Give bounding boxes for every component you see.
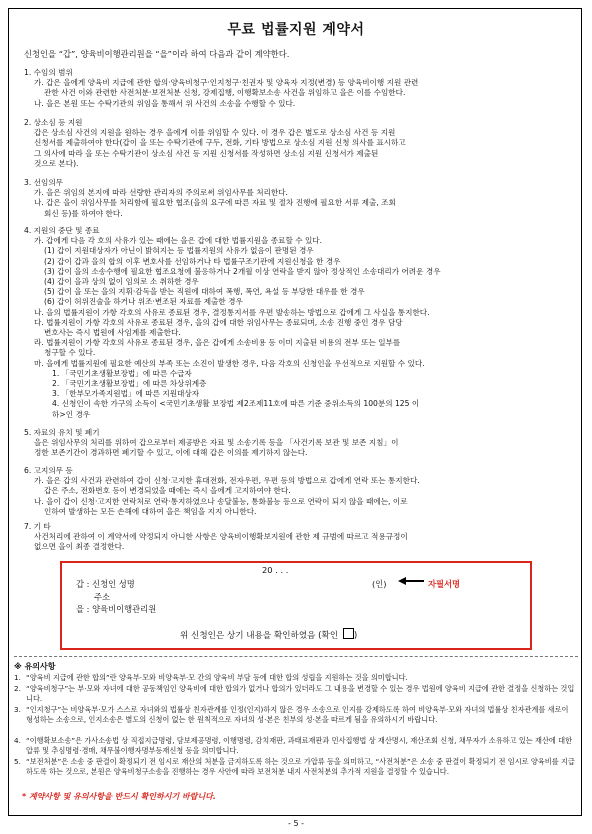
section-heading: 4. 지원의 중단 및 종료 — [24, 226, 100, 235]
note-item — [14, 684, 576, 703]
note-number: 3. — [14, 705, 21, 714]
list-item: 1. 「국민기초생활보장법」에 따른 수급자 — [52, 368, 192, 378]
note-number: 2. — [14, 684, 21, 693]
section-other — [24, 522, 572, 553]
agency-label: 을 : 양육비이행관리원 — [76, 604, 157, 614]
clause: 라. 법률지원이 가항 각호의 사유로 종료된 경우, 을은 갑에게 소송비용 등 이미 지출된 비용의 전부 또는 일부를 — [34, 338, 401, 348]
page-number: - 5 - — [288, 819, 304, 828]
signature-note: 자필서명 — [428, 579, 461, 589]
confirm-statement — [180, 628, 357, 641]
clause: 사건처리에 관하여 이 계약서에 약정되지 아니한 사항은 양육비이행확보지원에 관한 제 규범에 따르고 적용규정이 — [34, 532, 408, 542]
list-item: 하>인 경우 — [52, 409, 91, 419]
clause: 것으로 본다). — [34, 158, 79, 168]
section-heading: 3. 선임의무 — [24, 178, 64, 187]
section-heading: 2. 상소심 등 지원 — [24, 118, 83, 127]
clause: 나. 을의 법률지원이 가항 각호의 사유로 종료된 경우, 결정통지서를 우편 발송하는 방법으로 갑에게 그 사실을 통지한다. — [34, 307, 430, 317]
note-number: 4. — [14, 736, 21, 745]
note-item — [14, 757, 576, 776]
section-records — [24, 428, 572, 459]
clause: 다. 법률지원이 가항 각호의 사유로 종료된 경우, 을의 갑에 대한 위임사무는 종료되며, 소송 진행 중인 경우 담당 — [34, 317, 403, 327]
section-scope — [24, 68, 572, 109]
list-item: (3) 갑이 을의 소송수행에 필요한 협조요청에 불응하거나 2개월 이상 연락을 받지 않아 정상적인 소송대리가 어려운 경우 — [44, 266, 441, 276]
section-duty — [24, 178, 572, 219]
clause: 정한 보존기간이 경과하면 폐기할 수 있고, 이에 대해 갑은 이의를 제기하지 않는다. — [34, 448, 308, 458]
list-item: (5) 갑이 을 또는 을의 지휘·감독을 받는 직원에 대하여 폭행, 폭언, 욕설 등 부당한 대우를 한 경우 — [44, 287, 365, 297]
list-item: (1) 갑이 지원대상자가 아닌이 밝혀지는 등 법률지원의 사유가 없음이 판명된 경우 — [44, 246, 314, 256]
note-item — [14, 736, 576, 755]
arrow-left-icon — [398, 577, 424, 585]
note-text: “이행확보소송”은 가사소송법 상 직접지급명령, 담보제공명령, 이행명령, 감치재판, 과태료재판과 민사집행법 상 재산명시, 재산조회 신청, 채무자가 소유하고 있는 재산에 대한 압류 및 추심명령·경매, 채무불이행자명부등재신청 등을 의미합니다. — [26, 736, 573, 755]
section-heading: 6. 고지의무 등 — [24, 466, 73, 475]
clause: 갑은 상소심 사건의 지원을 원하는 경우 을에게 이를 위임할 수 있다. 이 경우 갑은 별도로 상소심 사건 등 지원 — [34, 128, 396, 138]
notes-divider — [14, 656, 578, 657]
clause: 없으면 을이 최종 결정한다. — [34, 542, 125, 552]
section-notice — [24, 466, 572, 517]
section-heading: 7. 기 타 — [24, 522, 51, 531]
clause: 관한 사건 이와 관련한 사전처분·보전처분 신청, 강제집행, 이행확보소송 사건을 위임하고 을은 이를 수임한다. — [44, 88, 406, 98]
sign-date[interactable]: 20 . . . — [262, 565, 289, 575]
clause: 나. 을은 본원 또는 수탁기관의 위임을 통해서 위 사건의 소송을 수행할 수 있다. — [34, 98, 296, 108]
address-label: 주소 — [94, 592, 111, 602]
note-text: “보전처분”은 소송 중 판결이 확정되기 전 임시로 재산의 처분을 금지하도록 하는 것으로 가압류 등을 의미하고, “사전처분”은 소송 중 판결이 확정되기 전 임시로 양육비를 지급하도록 하는 것으로, 본원은 양육비청구소송을 진행하는 경우 사안에 따라 보전처분 내지 사전처분의 추가적 지원을 결정할 수 있습니다. — [26, 757, 575, 776]
clause: 가. 을은 위임의 본지에 따라 선량한 관리자의 주의로써 위임사무를 처리한다. — [34, 188, 288, 198]
note-item — [14, 705, 576, 724]
applicant-name-label: 갑 : 신청인 성명 — [76, 579, 135, 589]
section-heading: 5. 자료의 유치 및 폐기 — [24, 428, 100, 437]
note-text: “양육비 지급에 관한 합의”란 양육부·모와 비양육부·모 간의 양육비 부담 등에 대한 합의 성립을 지원하는 것을 의미합니다. — [26, 673, 408, 682]
clause: 인하여 발생하는 모든 손해에 대하여 을은 책임을 지지 아니한다. — [44, 506, 257, 516]
list-item: 4. 신청인이 속한 가구의 소득이 <국민기초생활 보장법 제2조제11호에 따른 기준 중위소득의 100분의 125 이 — [52, 399, 420, 409]
note-text: “양육비청구”는 부·모와 자녀에 대한 공동책임인 양육비에 대한 합의가 없거나 합의가 있더라도 그 내용을 변경할 수 있는 경우 법원에 양육비 지급에 관한 결정을 신청하는 것입니다. — [26, 684, 575, 703]
section-heading: 1. 수임의 범위 — [24, 68, 73, 77]
list-item: (6) 갑이 허위진술을 하거나 위조·변조된 자료를 제출한 경우 — [44, 297, 243, 307]
note-number: 5. — [14, 757, 21, 766]
confirm-text: 위 신청인은 상기 내용을 확인하였음 (확인 — [180, 631, 339, 641]
clause: 신청서를 제출하여야 한다(갑이 을 또는 수탁기관에 구두, 전화, 기타 방법으로 상소심 지원 신청 의사를 표시하고 — [34, 138, 406, 148]
note-number: 1. — [14, 673, 21, 682]
clause: 나. 갑은 을이 위임사무를 처리함에 필요한 협조(을의 요구에 따른 자료 및 절차 진행에 필요한 서류 제출, 조회 — [34, 198, 396, 208]
list-item: (4) 갑이 을과 상의 없이 임의로 소 취하한 경우 — [44, 277, 199, 287]
clause: 나. 을이 갑이 신청·고지한 연락처로 연락·통지하였으나 송달불능, 통화불능 등으로 연락이 되지 않을 때에는, 이로 — [34, 496, 408, 506]
list-item: 2. 「국민기초생활보장법」에 따른 차상위계층 — [52, 379, 207, 389]
clause: 가. 을은 갑의 사건과 관련하여 갑이 신청·고지한 휴대전화, 전자우편, 우편 등의 방법으로 갑에게 연락 또는 통지한다. — [34, 476, 420, 486]
section-termination — [24, 226, 572, 420]
clause: 변호사는 즉시 법원에 사임계를 제출한다. — [44, 328, 181, 338]
seal-mark[interactable]: (인) — [372, 579, 387, 589]
confirm-close: ) — [353, 631, 358, 641]
note-text: “인지청구”는 비양육부·모가 스스로 자녀와의 법률상 친자관계를 인정(인지)하지 않은 경우 소송으로 인지를 강제하도록 하여 비양육부·모와 자녀의 법률상 친자관계를 새로이 형성하는 소송으로, 인지소송은 별도의 신청이 없는 한 원칙적으로 자녀의 성·본은 친부의 성·본을 따르게 됨을 유의하시기 바랍니다. — [26, 705, 569, 724]
page-title: 무료 법률지원 계약서 — [227, 22, 365, 38]
clause: 가. 갑은 을에게 양육비 지급에 관한 합의·양육비청구·인지청구·친권자 및 양육자 지정(변경) 등 양육비이행 지원 관련 — [34, 78, 419, 88]
warning-text: * 계약사항 및 유의사항을 반드시 확인하시기 바랍니다. — [22, 792, 216, 801]
note-item — [14, 673, 576, 683]
clause: 갑은 주소, 전화번호 등이 변경되었을 때에는 즉시 을에게 고지하여야 한다. — [44, 486, 291, 496]
clause: 그 의사에 따라 을 또는 수탁기관이 상소심 사건 등 지원 신청서를 작성하면 상소심 지원 신청서가 제출된 — [34, 148, 379, 158]
notes-heading: ※ 유의사항 — [14, 662, 56, 671]
section-appeal — [24, 118, 572, 169]
intro-text: 신청인을 “갑”, 양육비이행관리원을 “을”이라 하여 다음과 같이 계약한다. — [24, 49, 290, 59]
clause: 회신 등)를 하여야 한다. — [44, 208, 123, 218]
clause: 청구할 수 있다. — [44, 348, 96, 358]
clause: 을은 위임사무의 처리를 위하여 갑으로부터 제공받은 자료 및 소송기록 등을 「사건기록 보관 및 보존 지침」이 — [34, 438, 399, 448]
clause: 가. 갑에게 다음 각 호의 사유가 있는 때에는 을은 갑에 대한 법률지원을 종료할 수 있다. — [34, 236, 323, 246]
confirm-checkbox[interactable] — [343, 628, 354, 639]
list-item: (2) 갑이 갑과 을의 합의 이후 변호사를 선임하거나 타 법률구조기관에 지원신청을 한 경우 — [44, 256, 341, 266]
list-item: 3. 「한부모가족지원법」에 따른 지원대상자 — [52, 389, 200, 399]
clause: 마. 을에게 법률지원에 필요한 예산의 부족 또는 소진이 발생한 경우, 다음 각호의 신청인을 우선적으로 지원할 수 있다. — [34, 358, 425, 368]
